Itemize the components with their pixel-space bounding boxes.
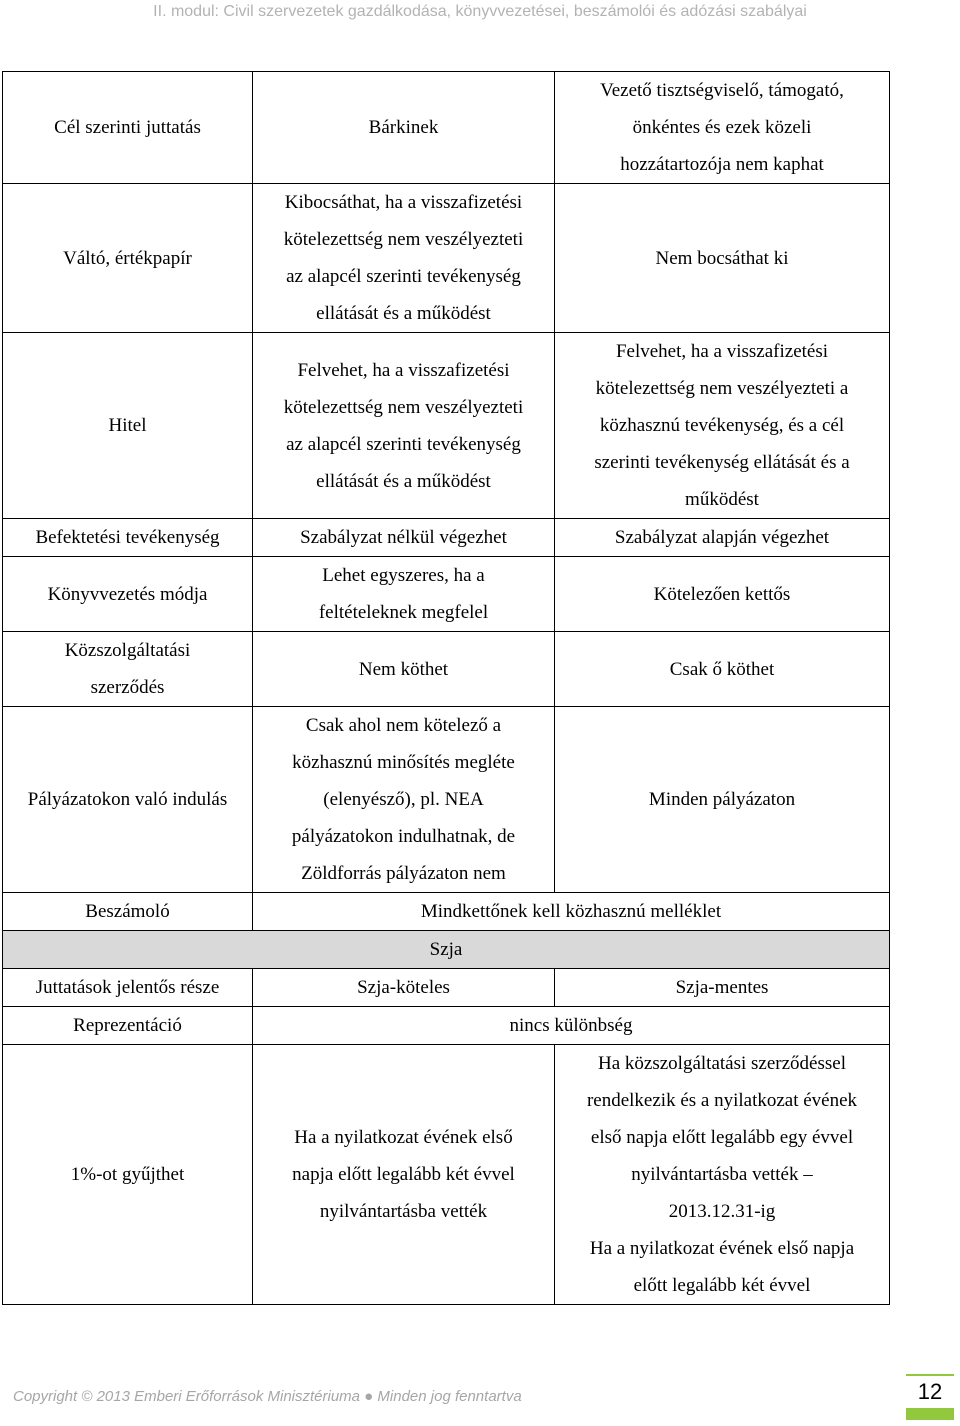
page-header: II. modul: Civil szervezetek gazdálkodása, könyvvezetései, beszámolói és adózási szabályai [153,3,807,20]
cell-col3: Szabályzat alapján végezhet [555,519,890,557]
cell-col2: Nem köthet [253,632,555,707]
cell-col2: Kibocsáthat, ha a visszafizetési kötelezettség nem veszélyezteti az alapcél szerinti tevékenység ellátását és a működést [253,184,555,333]
table-row [3,969,890,1007]
row-label: Befektetési tevékenység [3,519,253,557]
cell-col3: Csak ő köthet [555,632,890,707]
cell-col3: Felvehet, ha a visszafizetési kötelezettség nem veszélyezteti a közhasznú tevékenység, és a cél szerinti tevékenység ellátását és a működést [555,333,890,519]
row-label: Váltó, értékpapír [3,184,253,333]
table-row [3,72,890,184]
table-row [3,519,890,557]
row-label: 1%-ot gyűjthet [3,1045,253,1305]
cell-col2: Ha a nyilatkozat évének első napja előtt legalább két évvel nyilvántartásba vették [253,1045,555,1305]
merged-cell: nincs különbség [253,1007,890,1045]
cell-col3: Vezető tisztségviselő, támogató, önkéntes és ezek közeli hozzátartozója nem kaphat [555,72,890,184]
merged-cell: Mindkettőnek kell közhasznú melléklet [253,893,890,931]
page-number-accent-bar [906,1408,954,1420]
row-label: Cél szerinti juttatás [3,72,253,184]
row-label: Közszolgáltatási szerződés [3,632,253,707]
cell-col3: Kötelezően kettős [555,557,890,632]
page-number: 12 [917,1379,943,1404]
row-label: Reprezentáció [3,1007,253,1045]
cell-col3: Nem bocsáthat ki [555,184,890,333]
comparison-table [2,71,890,1305]
footer-copyright: Copyright © 2013 Emberi Erőforrások Minisztériuma ● Minden jog fenntartva [13,1388,522,1405]
table-row [3,1045,890,1305]
section-row-szja [3,931,890,969]
cell-col2: Lehet egyszeres, ha a feltételeknek megfelel [253,557,555,632]
cell-col3: Szja-mentes [555,969,890,1007]
table-row [3,893,890,931]
table-row [3,1007,890,1045]
row-label: Pályázatokon való indulás [3,707,253,893]
section-title: Szja [3,931,890,969]
cell-col2: Szja-köteles [253,969,555,1007]
cell-col2: Felvehet, ha a visszafizetési kötelezettség nem veszélyezteti az alapcél szerinti tevékenység ellátását és a működést [253,333,555,519]
table-row [3,184,890,333]
table-row [3,707,890,893]
cell-col2: Szabályzat nélkül végezhet [253,519,555,557]
table-row [3,632,890,707]
cell-col3: Minden pályázaton [555,707,890,893]
cell-col2: Bárkinek [253,72,555,184]
row-label: Juttatások jelentős része [3,969,253,1007]
cell-col2: Csak ahol nem kötelező a közhasznú minősítés megléte (elenyésző), pl. NEA pályázatokon indulhatnak, de Zöldforrás pályázaton nem [253,707,555,893]
row-label: Hitel [3,333,253,519]
table-row [3,333,890,519]
row-label: Könyvvezetés módja [3,557,253,632]
row-label: Beszámoló [3,893,253,931]
cell-col3: Ha közszolgáltatási szerződéssel rendelkezik és a nyilatkozat évének első napja előtt legalább egy évvel nyilvántartásba vették – 2013.12.31-ig Ha a nyilatkozat évének első napja előtt legalább két évvel [555,1045,890,1305]
table-row [3,557,890,632]
